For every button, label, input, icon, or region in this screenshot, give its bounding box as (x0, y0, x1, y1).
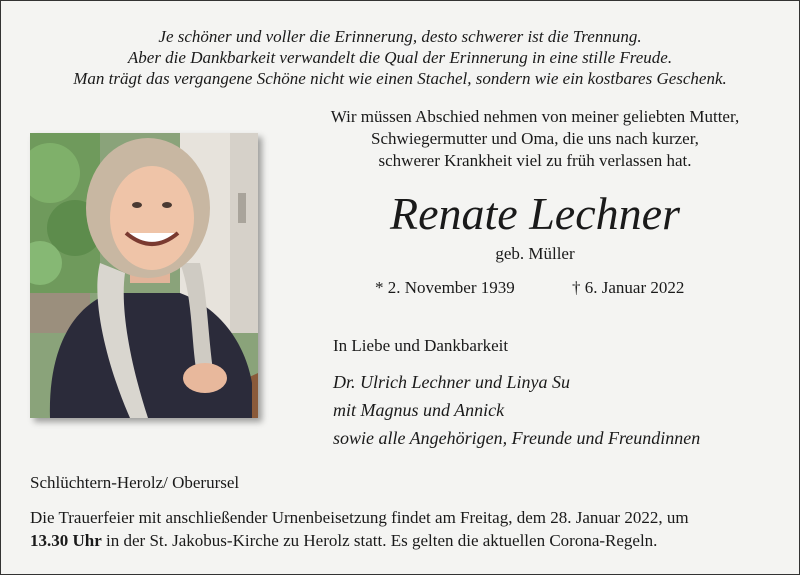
farewell-line-3: schwerer Krankheit viel zu früh verlassen hat. (378, 151, 692, 170)
motto-line-1: Je schöner und voller die Erinnerung, desto schwerer ist die Trennung. (158, 27, 642, 46)
service-time: 13.30 Uhr (30, 531, 102, 550)
farewell-text (290, 106, 780, 172)
maiden-name: geb. Müller (495, 244, 575, 263)
place-line: Schlüchtern-Herolz/ Oberursel (30, 473, 240, 492)
service-info (30, 506, 775, 552)
thanks-line: In Liebe und Dankbarkeit (333, 336, 509, 355)
deceased-name: Renate Lechner (390, 188, 680, 239)
death-date: † 6. Januar 2022 (572, 278, 685, 297)
mourner-line-2: mit Magnus und Annick (333, 400, 505, 420)
birth-date: * 2. November 1939 (375, 278, 515, 297)
motto-line-3: Man trägt das vergangene Schöne nicht wie einen Stachel, sondern wie ein kostbares Geschenk. (73, 69, 727, 88)
mourner-line-1: Dr. Ulrich Lechner und Linya Su (333, 372, 570, 392)
mourners-list (333, 368, 700, 452)
service-line-1: Die Trauerfeier mit anschließender Urnenbeisetzung findet am Freitag, dem 28. Januar 2022, um (30, 508, 689, 527)
mourner-line-3: sowie alle Angehörigen, Freunde und Freundinnen (333, 428, 701, 448)
portrait-photo (30, 133, 258, 418)
service-line-2 (30, 529, 775, 552)
farewell-line-1: Wir müssen Abschied nehmen von meiner geliebten Mutter, (330, 107, 740, 126)
motto-quote (0, 26, 800, 89)
farewell-line-2: Schwiegermutter und Oma, die uns nach kurzer, (371, 129, 699, 148)
service-line-2-rest: in der St. Jakobus-Kirche zu Herolz statt. Es gelten die aktuellen Corona-Regeln. (101, 531, 658, 550)
motto-line-2: Aber die Dankbarkeit verwandelt die Qual der Erinnerung in eine stille Freude. (127, 48, 673, 67)
